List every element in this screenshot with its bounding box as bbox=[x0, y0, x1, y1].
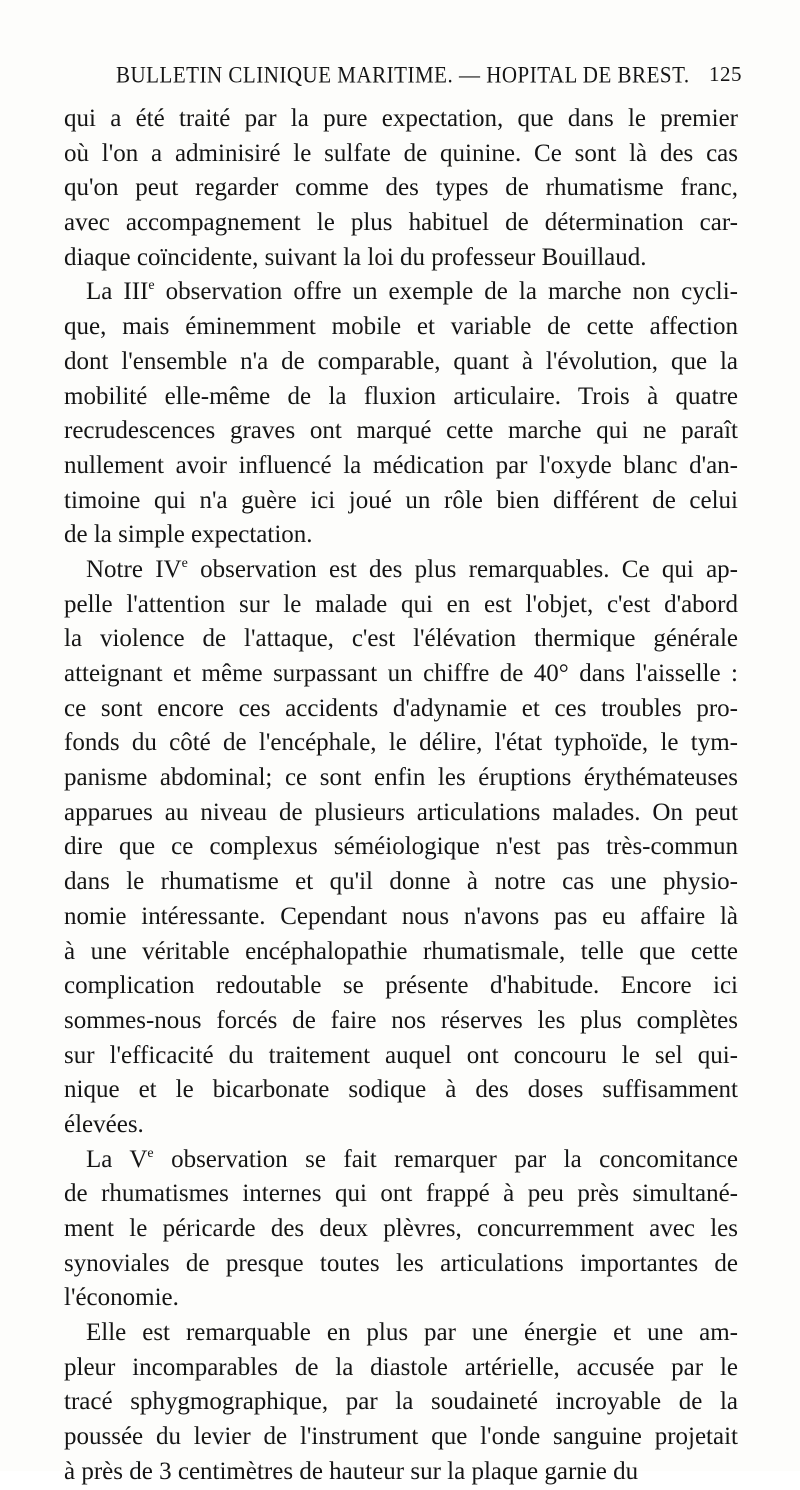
text-line: pleur incomparables de la diastole artérielle, accusée par le bbox=[64, 1353, 738, 1381]
text-line: élevées. bbox=[64, 1110, 144, 1138]
text-line: pelle l'attention sur le malade qui en est l'objet, c'est d'abord bbox=[64, 590, 738, 618]
text-line: Elle est remarquable en plus par une énergie et une am- bbox=[86, 1319, 738, 1347]
text-line: sur l'efficacité du traitement auquel ont concouru le sel qui- bbox=[64, 1041, 738, 1069]
text-line: timoine qui n'a guère ici joué un rôle bien différent de celui bbox=[64, 486, 738, 514]
paragraph bbox=[64, 1143, 738, 1316]
running-title: BULLETIN CLINIQUE MARITIME. — HOPITAL DE BREST. bbox=[116, 62, 690, 88]
paragraph bbox=[64, 553, 738, 1143]
text-line: tracé sphygmographique, par la soudaineté incroyable de la bbox=[64, 1388, 738, 1416]
text-line: à une véritable encéphalopathie rhumatismale, telle que cette bbox=[64, 937, 738, 965]
page-number: 125 bbox=[709, 62, 742, 86]
text-line: synoviales de presque toutes les articulations importantes de bbox=[64, 1249, 738, 1277]
running-header bbox=[110, 62, 742, 90]
text-line: poussée du levier de l'instrument que l'onde sanguine projetait bbox=[64, 1423, 738, 1451]
text-line: La Ve observation se fait remarquer par la concomitance bbox=[86, 1145, 738, 1173]
text-line: ment le péricarde des deux plèvres, concurremment avec les bbox=[64, 1215, 738, 1242]
text-line: dire que ce complexus séméiologique n'est pas très-commun bbox=[64, 833, 738, 861]
text-line: de la simple expectation. bbox=[64, 521, 313, 549]
text-line: fonds du côté de l'encéphale, le délire, l'état typhoïde, le tym- bbox=[64, 729, 738, 757]
text-line: panisme abdominal; ce sont enfin les éruptions érythémateuses bbox=[64, 764, 738, 792]
text-line: atteignant et même surpassant un chiffre de 40° dans l'aisselle : bbox=[64, 660, 738, 687]
body-text bbox=[64, 102, 738, 1490]
text-line: que, mais éminemment mobile et variable de cette affection bbox=[64, 313, 738, 341]
text-line: apparues au niveau de plusieurs articulations malades. On peut bbox=[64, 798, 738, 826]
text-line: qu'on peut regarder comme des types de rhumatisme franc, bbox=[64, 174, 738, 202]
text-line: nullement avoir influencé la médication par l'oxyde blanc d'an- bbox=[64, 451, 738, 479]
text-line: recrudescences graves ont marqué cette marche qui ne paraît bbox=[64, 417, 738, 445]
text-line: nique et le bicarbonate sodique à des doses suffisamment bbox=[64, 1076, 738, 1104]
text-line: sommes-nous forcés de faire nos réserves les plus complètes bbox=[64, 1006, 738, 1034]
text-line: ce sont encore ces accidents d'adynamie et ces troubles pro- bbox=[64, 694, 738, 722]
text-line: avec accompagnement le plus habituel de détermination car- bbox=[64, 209, 738, 237]
text-line: Notre IVe observation est des plus remarquables. Ce qui ap- bbox=[86, 555, 739, 583]
text-line: l'économie. bbox=[64, 1284, 179, 1312]
text-line: complication redoutable se présente d'habitude. Encore ici bbox=[64, 972, 738, 1000]
text-line: de rhumatismes internes qui ont frappé à peu près simultané- bbox=[64, 1180, 738, 1208]
text-line: la violence de l'attaque, c'est l'élévation thermique générale bbox=[64, 625, 738, 653]
text-line: dont l'ensemble n'a de comparable, quant à l'évolution, que la bbox=[64, 347, 738, 375]
text-line: mobilité elle-même de la fluxion articulaire. Trois à quatre bbox=[64, 382, 738, 410]
text-line: où l'on a adminisiré le sulfate de quinine. Ce sont là des cas bbox=[64, 139, 738, 167]
paragraph bbox=[64, 275, 738, 553]
text-line: qui a été traité par la pure expectation, que dans le premier bbox=[64, 105, 738, 132]
text-line: La IIIe observation offre un exemple de la marche non cycli- bbox=[86, 278, 739, 306]
text-line: à près de 3 centimètres de hauteur sur la plaque garnie du bbox=[64, 1457, 639, 1485]
text-line: nomie intéressante. Cependant nous n'avons pas eu affaire là bbox=[64, 902, 738, 930]
paragraph bbox=[64, 102, 738, 275]
paragraph bbox=[64, 1316, 738, 1489]
text-line: dans le rhumatisme et qu'il donne à notre cas une physio- bbox=[64, 868, 738, 896]
text-line: diaque coïncidente, suivant la loi du professeur Bouillaud. bbox=[64, 243, 647, 271]
